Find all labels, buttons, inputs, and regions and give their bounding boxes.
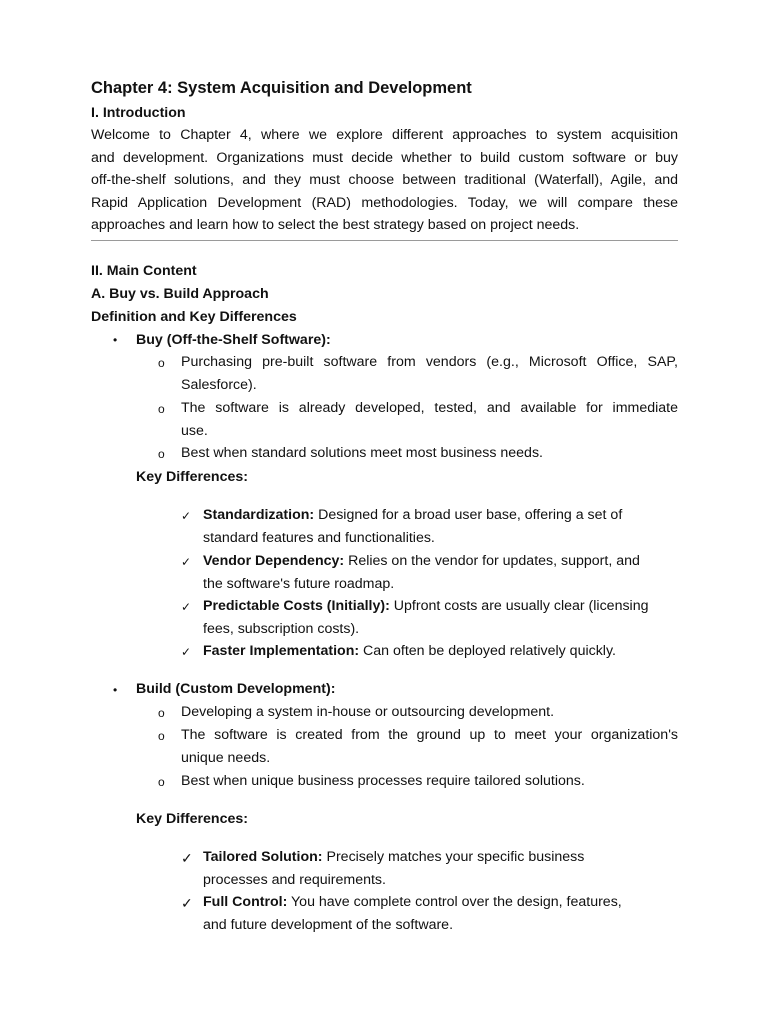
build-item: Best when unique business processes require tailored solutions. bbox=[181, 773, 585, 789]
buy-key-item bbox=[203, 506, 622, 524]
build-key-cont: and future development of the software. bbox=[203, 917, 454, 933]
build-key-heading: Key Differences: bbox=[136, 811, 248, 827]
intro-line: and development. Organizations must decide whether to build custom software or buy bbox=[91, 149, 678, 166]
buy-key-item bbox=[203, 597, 648, 615]
buy-key-cont: the software's future roadmap. bbox=[203, 576, 395, 592]
buy-item-cont: Salesforce). bbox=[181, 377, 257, 393]
build-item: Developing a system in-house or outsourcing development. bbox=[181, 704, 555, 720]
circle-bullet-icon: o bbox=[158, 706, 165, 720]
intro-line: Welcome to Chapter 4, where we explore different approaches to system acquisition bbox=[91, 127, 678, 143]
build-key-item bbox=[203, 848, 584, 866]
buy-key-cont: fees, subscription costs). bbox=[203, 621, 360, 637]
circle-bullet-icon: o bbox=[158, 447, 165, 461]
key-term: Predictable Costs (Initially): bbox=[203, 598, 390, 614]
buy-key-item bbox=[203, 642, 616, 660]
build-title: Build (Custom Development): bbox=[136, 681, 336, 697]
check-icon: ✓ bbox=[181, 509, 192, 523]
build-key-cont: processes and requirements. bbox=[203, 872, 386, 888]
main-heading: II. Main Content bbox=[91, 263, 197, 279]
section-divider bbox=[91, 240, 678, 241]
buy-key-item bbox=[203, 552, 640, 570]
intro-heading: I. Introduction bbox=[91, 105, 186, 121]
key-term: Standardization: bbox=[203, 507, 315, 523]
intro-line: off-the-shelf solutions, and they must choose between traditional (Waterfall), Agile, and bbox=[91, 172, 678, 189]
check-icon: ✓ bbox=[181, 645, 192, 659]
key-text: Relies on the vendor for updates, support, and bbox=[344, 553, 640, 569]
circle-bullet-icon: o bbox=[158, 775, 165, 789]
buy-item-cont: use. bbox=[181, 423, 208, 439]
key-text: Upfront costs are usually clear (licensing bbox=[389, 598, 649, 614]
key-term: Full Control: bbox=[203, 894, 288, 910]
buy-item: The software is already developed, tested, and available for immediate bbox=[181, 400, 678, 416]
key-term: Faster Implementation: bbox=[203, 643, 360, 659]
bullet-icon: • bbox=[113, 683, 118, 697]
circle-bullet-icon: o bbox=[158, 402, 165, 416]
subsection-heading: A. Buy vs. Build Approach bbox=[91, 286, 269, 302]
check-icon: ✓ bbox=[181, 850, 193, 866]
check-icon: ✓ bbox=[181, 555, 192, 569]
page-title: Chapter 4: System Acquisition and Development bbox=[91, 79, 472, 97]
intro-paragraph bbox=[91, 124, 678, 237]
definition-heading: Definition and Key Differences bbox=[91, 309, 297, 325]
buy-title: Buy (Off-the-Shelf Software): bbox=[136, 332, 331, 348]
build-key-item bbox=[203, 893, 622, 911]
intro-line: Rapid Application Development (RAD) methodologies. Today, we will compare these bbox=[91, 194, 678, 211]
buy-item: Purchasing pre-built software from vendors (e.g., Microsoft Office, SAP, bbox=[181, 354, 678, 370]
build-item-cont: unique needs. bbox=[181, 750, 271, 766]
buy-item: Best when standard solutions meet most business needs. bbox=[181, 445, 543, 461]
buy-key-cont: standard features and functionalities. bbox=[203, 530, 435, 546]
check-icon: ✓ bbox=[181, 600, 192, 614]
bullet-icon: • bbox=[113, 333, 118, 347]
circle-bullet-icon: o bbox=[158, 729, 165, 743]
circle-bullet-icon: o bbox=[158, 356, 165, 370]
key-term: Tailored Solution: bbox=[203, 849, 323, 865]
key-term: Vendor Dependency: bbox=[203, 553, 345, 569]
intro-line: approaches and learn how to select the best strategy based on project needs. bbox=[91, 217, 580, 234]
key-text: Precisely matches your specific business bbox=[322, 849, 585, 865]
check-icon: ✓ bbox=[181, 895, 193, 911]
build-item: The software is created from the ground up to meet your organization's bbox=[181, 727, 678, 743]
key-text: You have complete control over the design, features, bbox=[287, 894, 622, 910]
key-text: Can often be deployed relatively quickly. bbox=[359, 643, 616, 659]
buy-key-heading: Key Differences: bbox=[136, 469, 248, 485]
key-text: Designed for a broad user base, offering a set of bbox=[314, 507, 623, 523]
